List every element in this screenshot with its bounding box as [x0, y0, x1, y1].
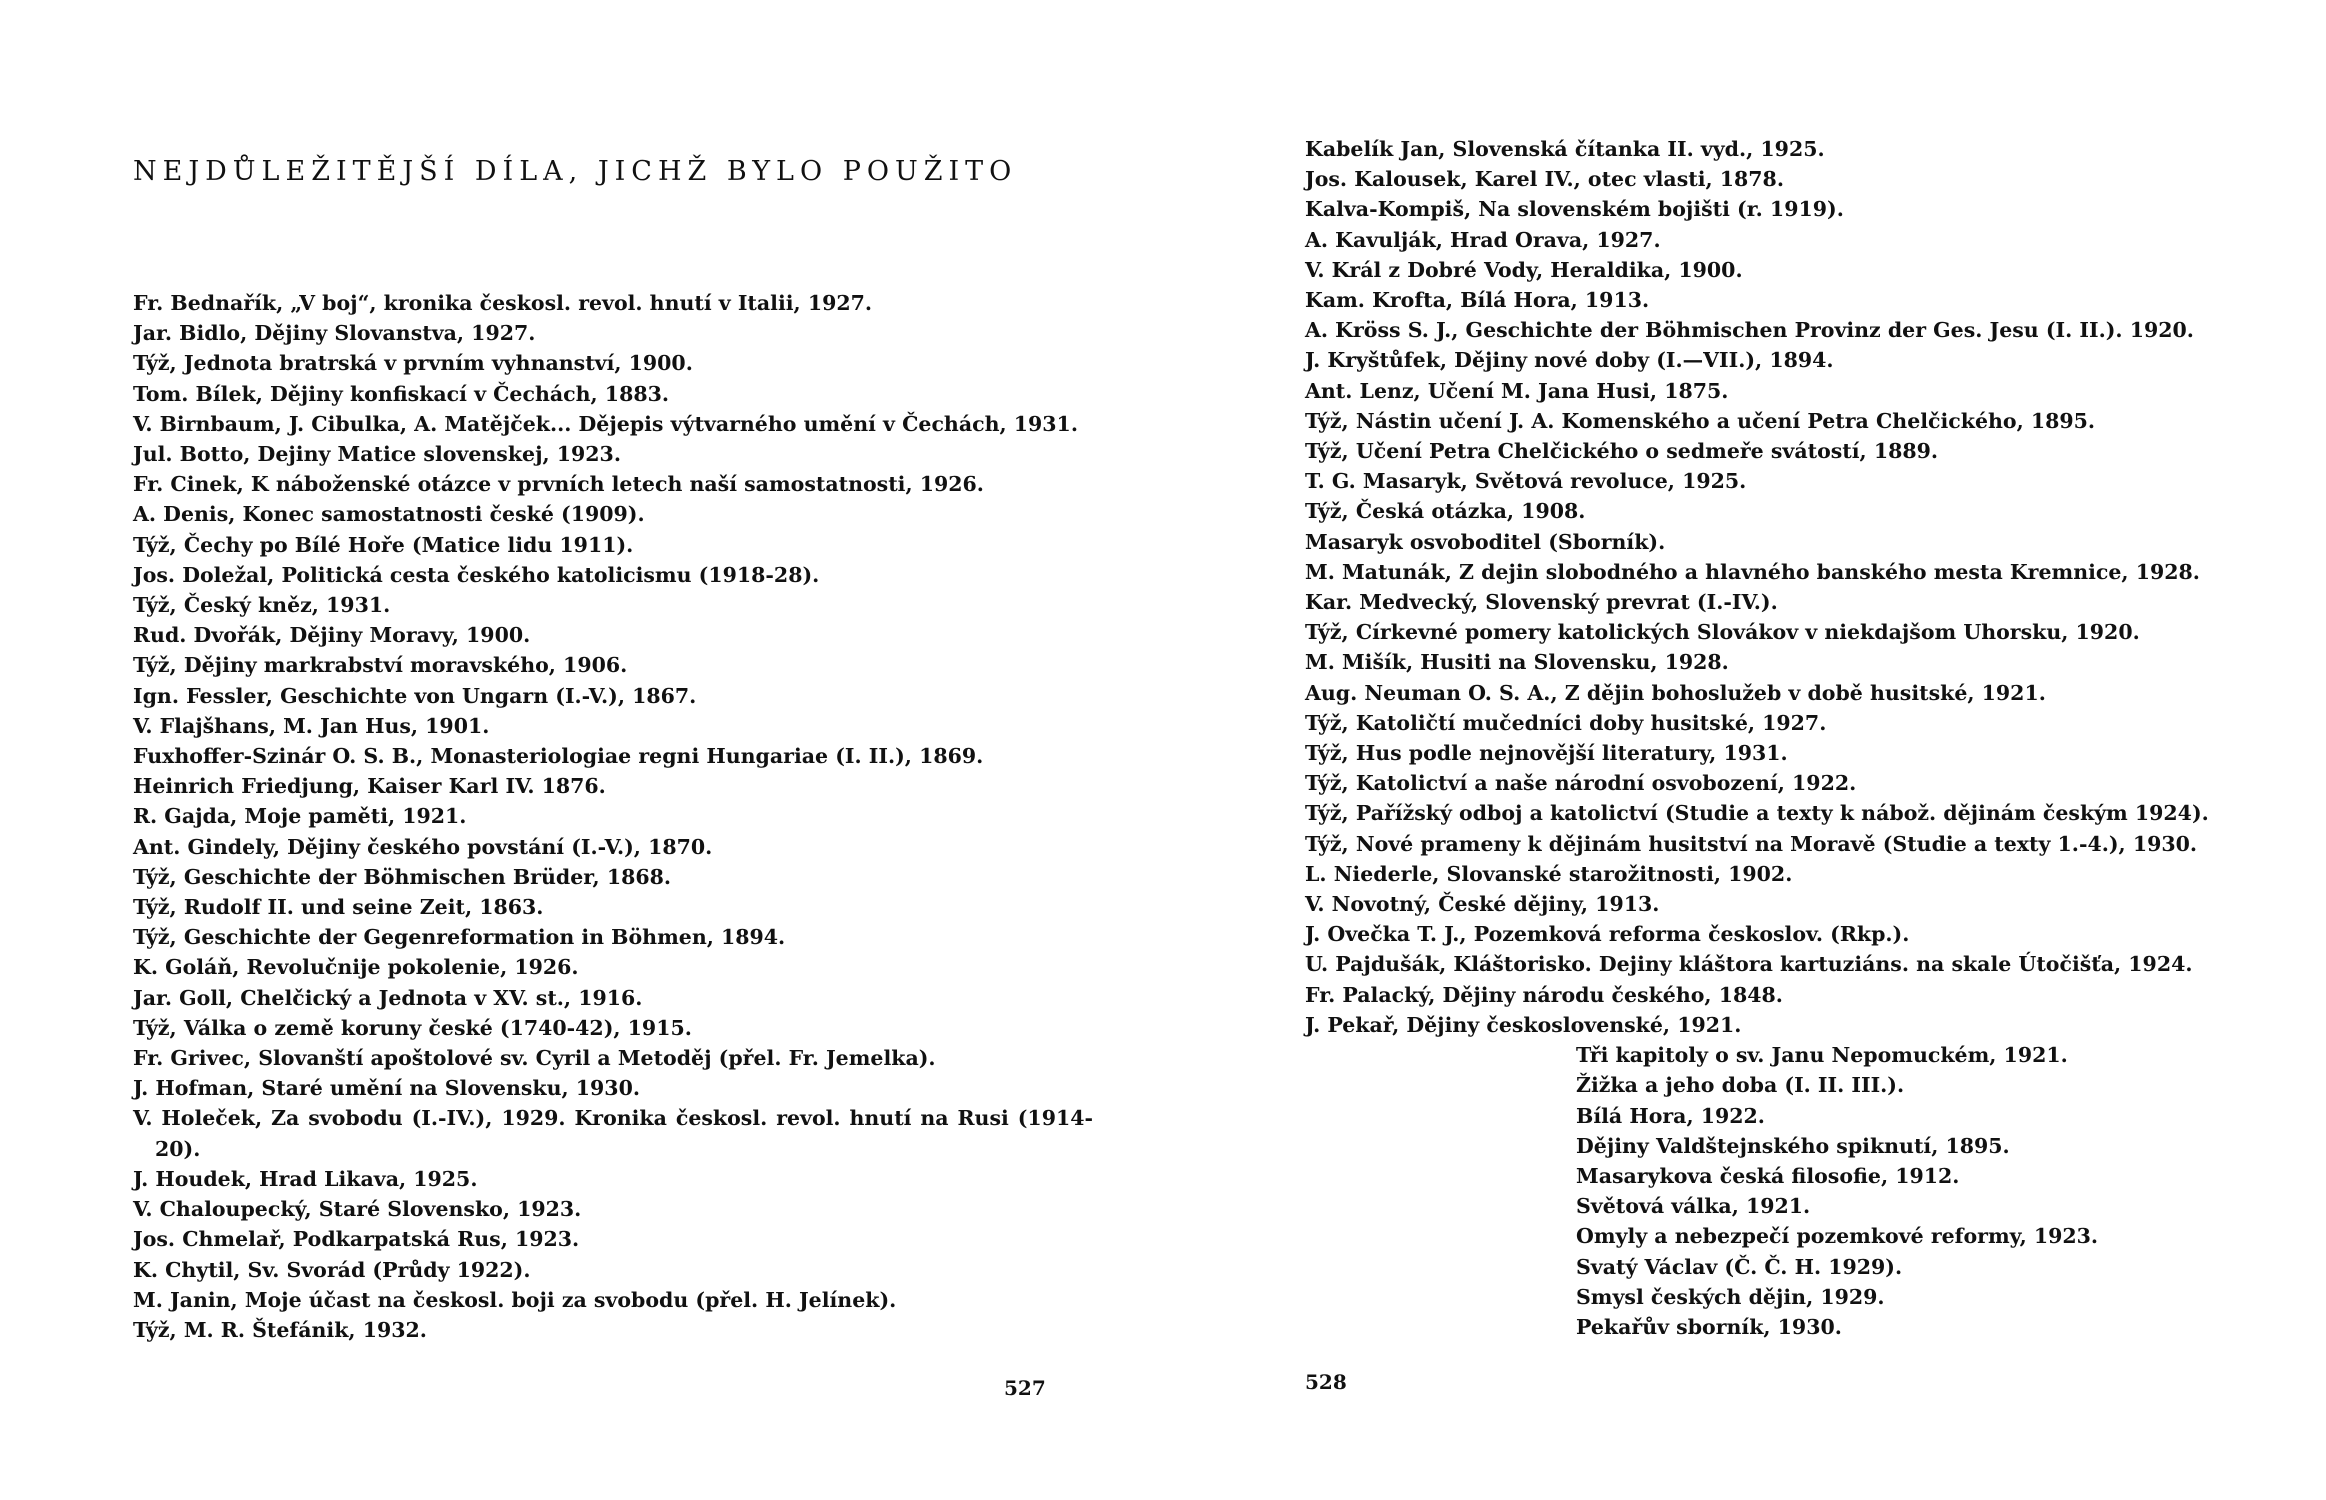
bibliography-entry: Týž, M. R. Štefánik, 1932. — [133, 1317, 427, 1342]
bibliography-entry: Jul. Botto, Dejiny Matice slovenskej, 1923. — [133, 442, 621, 467]
bibliography-entry: Týž, Katoličtí mučedníci doby husitské, 1927. — [1305, 710, 1827, 735]
bibliography-entry: U. Pajdušák, Kláštorisko. Dejiny kláštora kartuziáns. na skale Útočišťa, 1924. — [1305, 952, 2193, 977]
page-heading: NEJDŮLEŽITĚJŠÍ DÍLA, JICHŽ BYLO POUŽITO — [133, 156, 1018, 188]
bibliography-entry: Týž, Válka o země koruny české (1740-42), 1915. — [133, 1015, 692, 1040]
bibliography-entry: V. Flajšhans, M. Jan Hus, 1901. — [133, 713, 490, 738]
bibliography-entry: Ant. Gindely, Dějiny českého povstání (I.-V.), 1870. — [133, 834, 713, 859]
bibliography-entry: Fr. Bednařík, „V boj“, kronika českosl. revol. hnutí v Italii, 1927. — [133, 291, 873, 315]
bibliography-entry: K. Chytil, Sv. Svorád (Průdy 1922). — [133, 1257, 531, 1282]
bibliography-sub-entry: Tři kapitoly o sv. Janu Nepomuckém, 1921. — [1576, 1043, 2068, 1068]
bibliography-sub-entry: Světová válka, 1921. — [1576, 1194, 1811, 1219]
bibliography-entry: M. Mišík, Husiti na Slovensku, 1928. — [1305, 650, 1729, 675]
bibliography-entry: Ign. Fessler, Geschichte von Ungarn (I.-V.), 1867. — [133, 683, 697, 708]
bibliography-entry: Heinrich Friedjung, Kaiser Karl IV. 1876. — [133, 774, 606, 799]
bibliography-entry: A. Kröss S. J., Geschichte der Böhmischen Provinz der Ges. Jesu (I. II.). 1920. — [1305, 318, 2194, 343]
bibliography-list-right — [1305, 134, 2265, 1342]
bibliography-entry: V. Holeček, Za svobodu (I.-IV.), 1929. Kronika českosl. revol. hnutí na Rusi (1914-20). — [133, 1106, 1093, 1161]
bibliography-entry: Kam. Krofta, Bílá Hora, 1913. — [1305, 288, 1650, 313]
bibliography-entry: Jos. Kalousek, Karel IV., otec vlasti, 1878. — [1305, 167, 1784, 192]
bibliography-sub-entry: Masarykova česká filosofie, 1912. — [1576, 1163, 1960, 1188]
bibliography-sub-entry: Svatý Václav (Č. Č. H. 1929). — [1576, 1254, 1903, 1279]
right-page — [1163, 0, 2326, 1500]
bibliography-entry: V. Birnbaum, J. Cibulka, A. Matějček... Dějepis výtvarného umění v Čechách, 1931. — [133, 411, 1078, 436]
bibliography-entry: Fr. Grivec, Slovanští apoštolové sv. Cyril a Metoděj (přel. Fr. Jemelka). — [133, 1046, 936, 1071]
bibliography-entry: J. Hofman, Staré umění na Slovensku, 1930. — [133, 1076, 640, 1101]
bibliography-entry: J. Ovečka T. J., Pozemková reforma českoslov. (Rkp.). — [1305, 922, 1910, 947]
bibliography-entry: V. Chaloupecký, Staré Slovensko, 1923. — [133, 1197, 582, 1222]
bibliography-entry: J. Pekař, Dějiny československé, 1921. — [1305, 1012, 1742, 1037]
bibliography-entry: Týž, Katolictví a naše národní osvobození, 1922. — [1305, 771, 1857, 796]
bibliography-entry: Jos. Doležal, Politická cesta českého katolicismu (1918-28). — [133, 562, 820, 587]
bibliography-sub-entry: Omyly a nebezpečí pozemkové reformy, 1923. — [1576, 1224, 2099, 1249]
bibliography-entry: Aug. Neuman O. S. A., Z dějin bohoslužeb v době husitské, 1921. — [1305, 680, 2046, 705]
bibliography-entry: Masaryk osvoboditel (Sborník). — [1305, 529, 1666, 554]
bibliography-entry: R. Gajda, Moje paměti, 1921. — [133, 804, 467, 829]
bibliography-entry: T. G. Masaryk, Světová revoluce, 1925. — [1305, 469, 1747, 494]
bibliography-entry: Týž, Nové prameny k dějinám husitství na Moravě (Studie a texty 1.-4.), 1930. — [1305, 831, 2198, 856]
bibliography-sub-entry: Pekařův sborník, 1930. — [1576, 1314, 1842, 1339]
bibliography-entry: K. Goláň, Revolučnije pokolenie, 1926. — [133, 955, 579, 980]
bibliography-entry: J. Houdek, Hrad Likava, 1925. — [133, 1166, 478, 1191]
bibliography-entry: Týž, Česká otázka, 1908. — [1305, 499, 1586, 524]
bibliography-sub-entry: Bílá Hora, 1922. — [1576, 1103, 1765, 1128]
bibliography-entry: A. Denis, Konec samostatnosti české (1909). — [133, 502, 645, 527]
bibliography-entry: Jos. Chmelař, Podkarpatská Rus, 1923. — [133, 1227, 580, 1252]
bibliography-entry: Týž, Geschichte der Gegenreformation in Böhmen, 1894. — [133, 925, 786, 950]
bibliography-entry: Týž, Nástin učení J. A. Komenského a učení Petra Chelčického, 1895. — [1305, 408, 2096, 433]
bibliography-entry: Týž, Rudolf II. und seine Zeit, 1863. — [133, 895, 544, 920]
bibliography-entry: Týž, Hus podle nejnovější literatury, 1931. — [1305, 741, 1788, 766]
bibliography-entry: M. Matunák, Z dejin slobodného a hlavného banského mesta Kremnice, 1928. — [1305, 559, 2200, 584]
bibliography-entry: Fr. Cinek, K náboženské otázce v prvních letech naší samostatnosti, 1926. — [133, 472, 984, 497]
bibliography-entry: Ant. Lenz, Učení M. Jana Husi, 1875. — [1305, 378, 1729, 403]
bibliography-entry: Týž, Církevné pomery katolických Slovákov v niekdajšom Uhorsku, 1920. — [1305, 620, 2140, 645]
bibliography-entry: Týž, Pařížský odboj a katolictví (Studie a texty k nábož. dějinám českým 1924). — [1305, 801, 2209, 826]
bibliography-entry: Týž, Geschichte der Böhmischen Brüder, 1868. — [133, 864, 672, 889]
bibliography-entry: Fr. Palacký, Dějiny národu českého, 1848. — [1305, 982, 1783, 1007]
bibliography-entry: Kar. Medvecký, Slovenský prevrat (I.-IV.). — [1305, 590, 1778, 615]
bibliography-entry: Kalva-Kompiš, Na slovenském bojišti (r. 1919). — [1305, 197, 1844, 222]
page-number: 527 — [1004, 1376, 1046, 1400]
bibliography-entry: Týž, Čechy po Bílé Hoře (Matice lidu 1911). — [133, 532, 634, 557]
bibliography-entry: M. Janin, Moje účast na českosl. boji za svobodu (přel. H. Jelínek). — [133, 1287, 897, 1312]
bibliography-entry: V. Novotný, České dějiny, 1913. — [1305, 892, 1660, 917]
bibliography-entry: Tom. Bílek, Dějiny konfiskací v Čechách, 1883. — [133, 381, 669, 406]
bibliography-entry: Týž, Učení Petra Chelčického o sedmeře svátostí, 1889. — [1305, 439, 1939, 464]
bibliography-entry: Jar. Bidlo, Dějiny Slovanstva, 1927. — [133, 321, 536, 346]
bibliography-sub-entry: Smysl českých dějin, 1929. — [1576, 1284, 1885, 1309]
bibliography-entry: Týž, Jednota bratrská v prvním vyhnanství, 1900. — [133, 351, 693, 376]
bibliography-entry: Jar. Goll, Chelčický a Jednota v XV. st., 1916. — [133, 985, 643, 1010]
bibliography-list-left — [133, 288, 1093, 1345]
bibliography-entry: V. Král z Dobré Vody, Heraldika, 1900. — [1305, 257, 1743, 282]
bibliography-sub-entry: Žižka a jeho doba (I. II. III.). — [1576, 1073, 1905, 1098]
bibliography-entry: Fuxhoffer-Szinár O. S. B., Monasteriologiae regni Hungariae (I. II.), 1869. — [133, 744, 984, 769]
bibliography-entry: Týž, Český kněz, 1931. — [133, 593, 391, 618]
bibliography-sub-entry: Dějiny Valdštejnského spiknutí, 1895. — [1576, 1133, 2010, 1158]
bibliography-entry: J. Kryštůfek, Dějiny nové doby (I.—VII.), 1894. — [1305, 348, 1834, 373]
bibliography-entry: Kabelík Jan, Slovenská čítanka II. vyd., 1925. — [1305, 137, 1825, 161]
bibliography-entry: Týž, Dějiny markrabství moravského, 1906. — [133, 653, 628, 678]
bibliography-entry: L. Niederle, Slovanské starožitnosti, 1902. — [1305, 861, 1793, 886]
page-number: 528 — [1305, 1370, 1347, 1394]
bibliography-entry: Rud. Dvořák, Dějiny Moravy, 1900. — [133, 623, 531, 648]
bibliography-entry: A. Kavulják, Hrad Orava, 1927. — [1305, 227, 1661, 252]
